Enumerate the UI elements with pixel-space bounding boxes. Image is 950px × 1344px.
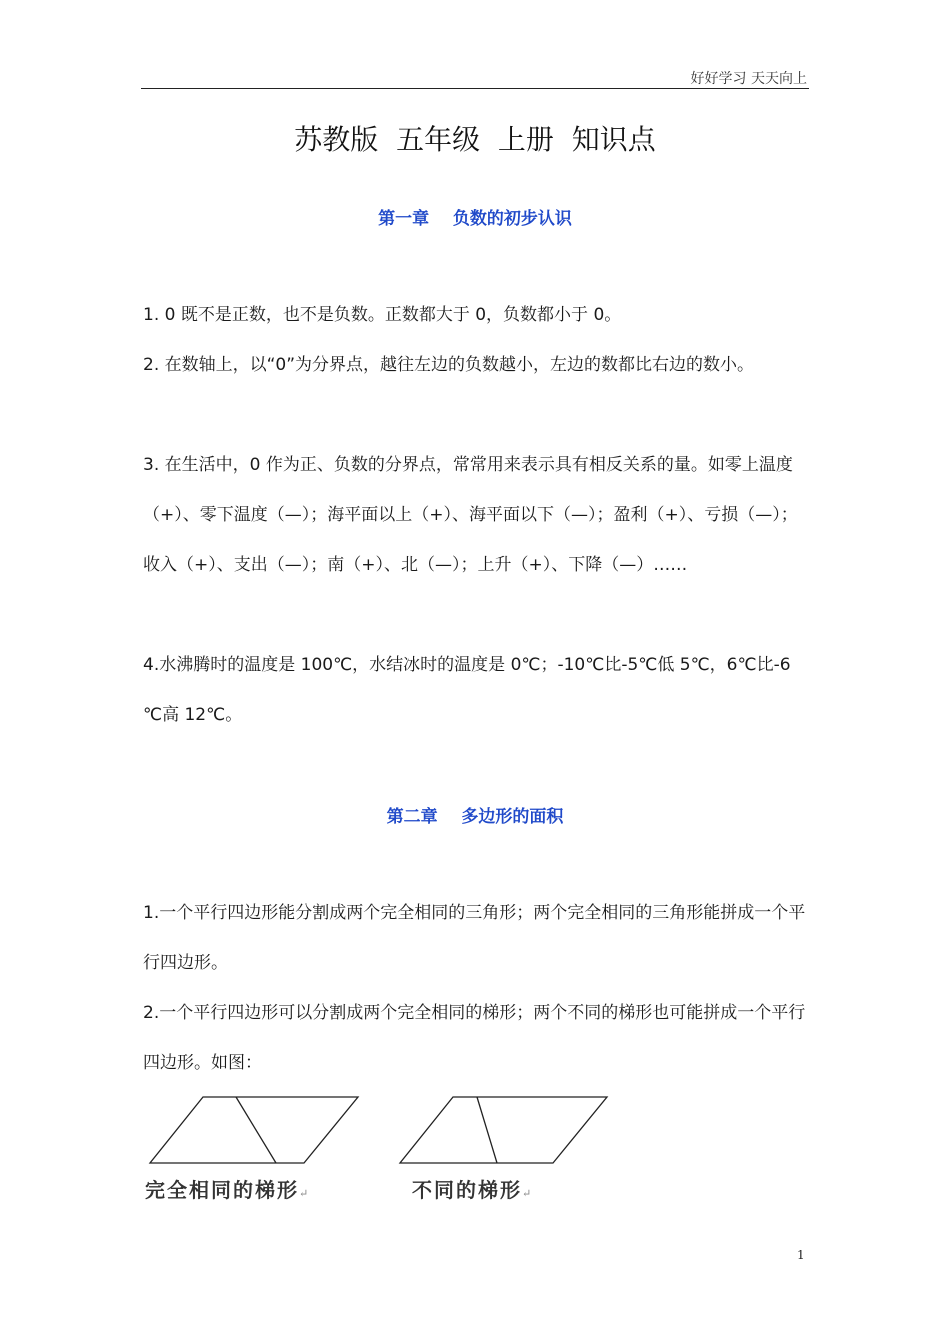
parallelogram-right-outline <box>400 1097 607 1163</box>
figure-caption-equal <box>145 1174 308 1203</box>
chapter-2-heading: 第二章 多边形的面积 <box>386 807 564 827</box>
parallelogram-equal-trapezoids <box>150 1097 358 1163</box>
paragraph-mark-icon: ↵ <box>299 1187 309 1200</box>
chapter-1-paragraph-2: 2. 在数轴上，以“0”为分界点，越往左边的负数越小，左边的数都比右边的数小。 <box>143 355 755 375</box>
chapter-2-paragraph-1: 1.一个平行四边形能分割成两个完全相同的三角形；两个完全相同的三角形能拼成一个平行四边形。 <box>143 903 806 973</box>
parallelogram-figure <box>140 1090 620 1172</box>
figure-caption-different <box>412 1174 531 1203</box>
chapter-1-paragraph-1: 1. 0 既不是正数，也不是负数。正数都大于 0，负数都小于 0。 <box>143 305 622 325</box>
parallelogram-left-outline <box>150 1097 358 1163</box>
parallelogram-right-cut <box>477 1097 497 1163</box>
figure-caption-equal-text: 完全相同的梯形 <box>145 1178 299 1202</box>
paragraph-mark-icon: ↵ <box>522 1187 532 1200</box>
figure-caption-different-text: 不同的梯形 <box>412 1178 522 1202</box>
page-title: 苏教版 五年级 上册 知识点 <box>294 123 656 156</box>
header-motto: 好好学习 天天向上 <box>690 71 807 87</box>
parallelogram-left-cut <box>236 1097 276 1163</box>
page-number: 1 <box>797 1248 805 1262</box>
chapter-2-paragraph-2: 2.一个平行四边形可以分割成两个完全相同的梯形；两个不同的梯形也可能拼成一个平行四边形。如图： <box>143 1003 806 1073</box>
parallelogram-different-trapezoids <box>400 1097 607 1163</box>
chapter-1-paragraph-4: 4.水沸腾时的温度是 100℃，水结冰时的温度是 0℃；-10℃比-5℃低 5℃，6℃比-6 ℃高 12℃。 <box>143 655 791 725</box>
chapter-1-paragraph-3: 3. 在生活中，0 作为正、负数的分界点，常常用来表示具有相反关系的量。如零上温度（+）、零下温度（—）；海平面以上（+）、海平面以下（—）；盈利（+）、亏损（—）；收入（+）、支出（—）；南（+）、北（—）；上升（+）、下降（—）…… <box>143 455 798 575</box>
chapter-1-heading: 第一章 负数的初步认识 <box>378 209 572 229</box>
header-rule <box>141 88 809 89</box>
